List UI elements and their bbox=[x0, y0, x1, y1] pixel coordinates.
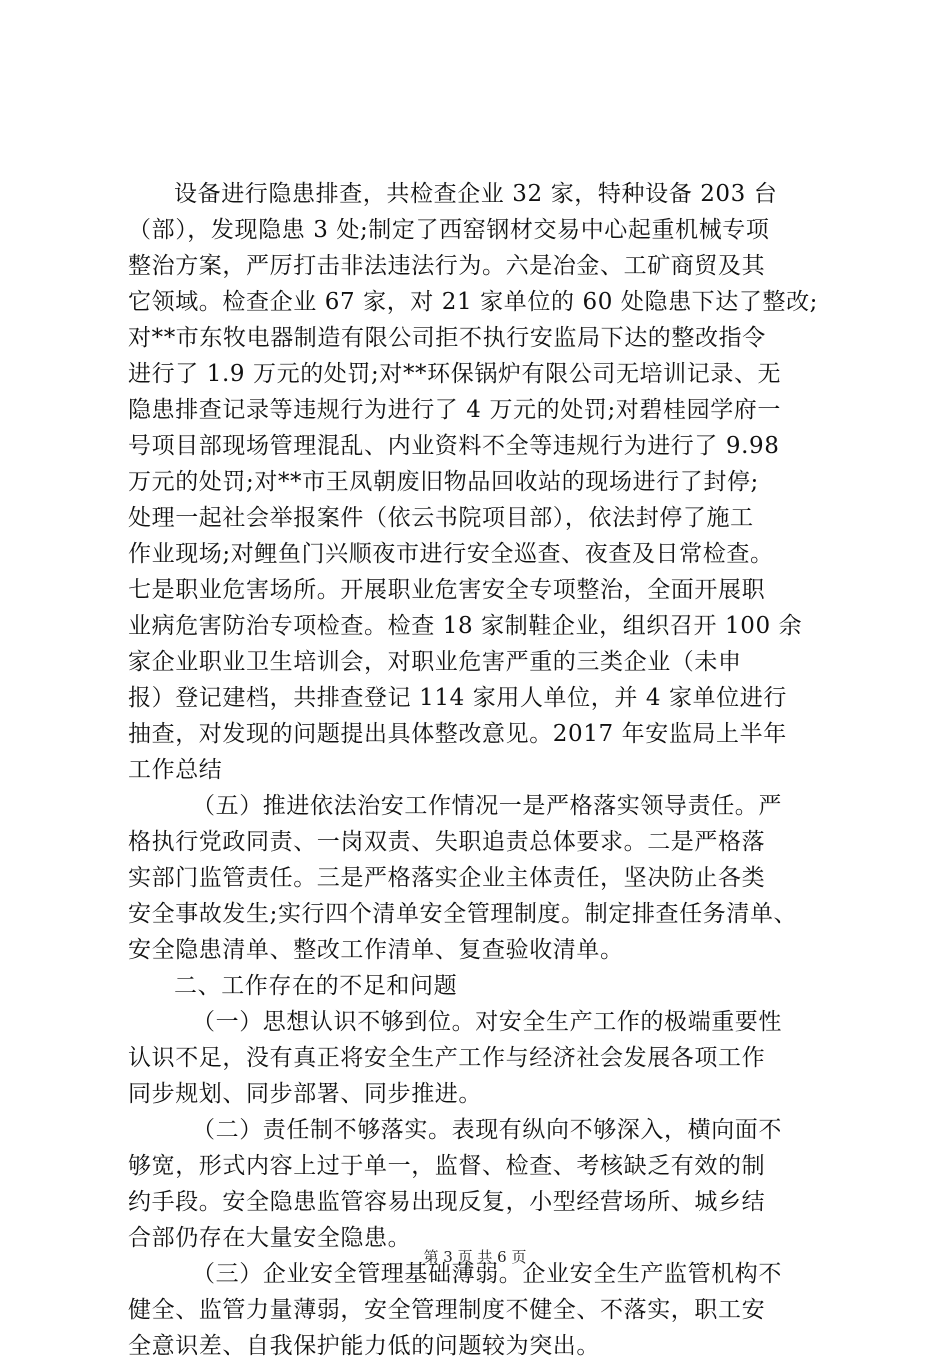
text-line: 处理一起社会举报案件（依云书院项目部），依法封停了施工 bbox=[128, 505, 754, 531]
text-line: 对**市东牧电器制造有限公司拒不执行安监局下达的整改指令 bbox=[128, 325, 766, 351]
section-heading-5: （五）推进依法治安工作情况一是严格落实领导责任。严 bbox=[192, 793, 782, 819]
text-line: 工作总结 bbox=[128, 757, 223, 783]
text-line: 作业现场;对鲤鱼门兴顺夜市进行安全巡查、夜查及日常检查。 bbox=[128, 541, 774, 567]
page-number: 第 3 页 共 6 页 bbox=[423, 1248, 527, 1266]
text-line: 它领域。检查企业 67 家，对 21 家单位的 60 处隐患下达了整改; bbox=[128, 289, 819, 315]
text-line: 报）登记建档，共排查登记 114 家用人单位，并 4 家单位进行 bbox=[128, 685, 787, 711]
body-text bbox=[128, 176, 838, 1364]
text-line: 安全隐患清单、整改工作清单、复查验收清单。 bbox=[128, 937, 624, 963]
subsection-heading-1: （一）思想认识不够到位。对安全生产工作的极端重要性 bbox=[192, 1009, 782, 1035]
text-line: 万元的处罚;对**市王凤朝废旧物品回收站的现场进行了封停; bbox=[128, 469, 759, 495]
text-line: 约手段。安全隐患监管容易出现反复，小型经营场所、城乡结 bbox=[128, 1189, 766, 1215]
text-line: 安全事故发生;实行四个清单安全管理制度。制定排查任务清单、 bbox=[128, 901, 798, 927]
text-line: 进行了 1.9 万元的处罚;对**环保锅炉有限公司无培训记录、无 bbox=[128, 361, 782, 387]
text-line: 整治方案，严厉打击非法违法行为。六是冶金、工矿商贸及其 bbox=[128, 253, 766, 279]
text-line: （部），发现隐患 3 处;制定了西窑钢材交易中心起重机械专项 bbox=[128, 217, 770, 243]
text-line: 隐患排查记录等违规行为进行了 4 万元的处罚;对碧桂园学府一 bbox=[128, 397, 782, 423]
text-line: 业病危害防治专项检查。检查 18 家制鞋企业，组织召开 100 余 bbox=[128, 613, 803, 639]
text-line: 家企业职业卫生培训会，对职业危害严重的三类企业（未申 bbox=[128, 649, 742, 675]
section-heading-2: 二、工作存在的不足和问题 bbox=[174, 973, 458, 999]
text-line: 实部门监管责任。三是严格落实企业主体责任，坚决防止各类 bbox=[128, 865, 766, 891]
text-line: 号项目部现场管理混乱、内业资料不全等违规行为进行了 9.98 bbox=[128, 433, 780, 459]
text-line: 认识不足，没有真正将安全生产工作与经济社会发展各项工作 bbox=[128, 1045, 766, 1071]
text-line: 设备进行隐患排查，共检查企业 32 家，特种设备 203 台 bbox=[174, 181, 778, 207]
text-line: 抽查，对发现的问题提出具体整改意见。2017 年安监局上半年 bbox=[128, 721, 787, 747]
page-footer bbox=[0, 1246, 950, 1267]
text-line: 健全、监管力量薄弱，安全管理制度不健全、不落实，职工安 bbox=[128, 1297, 766, 1323]
text-line: 格执行党政同责、一岗双责、失职追责总体要求。二是严格落 bbox=[128, 829, 766, 855]
subsection-heading-3: （三）企业安全管理基础薄弱。企业安全生产监管机构不 bbox=[192, 1261, 782, 1287]
text-line: 合部仍存在大量安全隐患。 bbox=[128, 1225, 412, 1251]
text-line: 够宽，形式内容上过于单一，监督、检查、考核缺乏有效的制 bbox=[128, 1153, 766, 1179]
subsection-heading-2: （二）责任制不够落实。表现有纵向不够深入，横向面不 bbox=[192, 1117, 782, 1143]
text-line: 七是职业危害场所。开展职业危害安全专项整治，全面开展职 bbox=[128, 577, 766, 603]
text-line: 同步规划、同步部署、同步推进。 bbox=[128, 1081, 482, 1107]
text-line: 全意识差、自我保护能力低的问题较为突出。 bbox=[128, 1333, 600, 1359]
